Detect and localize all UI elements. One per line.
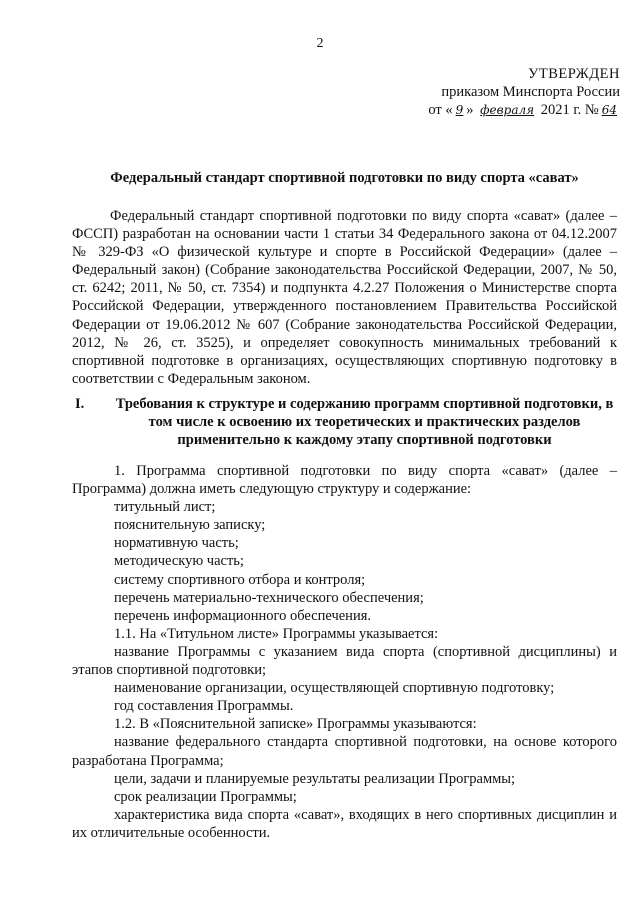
handwritten-month: февраля — [480, 103, 535, 117]
list-item: 1.2. В «Пояснительной записке» Программы указываются: — [114, 716, 477, 733]
approval-block — [350, 65, 620, 119]
approval-date-line — [350, 101, 620, 119]
document-title: Федеральный стандарт спортивной подготовки по виду спорта «сават» — [110, 170, 579, 186]
page-number: 2 — [316, 36, 324, 51]
approval-title: УТВЕРЖДЕН — [528, 66, 620, 82]
list-item: перечень информационного обеспечения. — [114, 607, 371, 624]
approval-order: приказом Минспорта России — [441, 84, 620, 100]
list-item: год составления Программы. — [114, 698, 294, 715]
list-item: титульный лист; — [114, 499, 216, 516]
list-item: 1.1. На «Титульном листе» Программы указывается: — [114, 625, 439, 642]
section-heading — [72, 395, 617, 449]
handwritten-day: 9 — [455, 103, 464, 117]
list-item: наименование организации, осуществляющей спортивную подготовку; — [114, 680, 555, 697]
date-mid: » — [466, 102, 474, 118]
section-title: Требования к структуре и содержанию программ спортивной подготовки, в том числе к освоению их теоретических и практических разделов применительно к каждому этапу спортивной подготовки — [115, 396, 614, 448]
list-item: характеристика вида спорта «сават», входящих в него спортивных дисциплин и их отличительные особенности. — [72, 806, 617, 841]
list-item: методическую часть; — [114, 553, 244, 570]
list-item: срок реализации Программы; — [114, 788, 297, 805]
list-item: пояснительную записку; — [114, 517, 266, 534]
date-prefix: от « — [428, 102, 453, 118]
list-item: перечень материально-технического обеспечения; — [114, 589, 424, 606]
date-year: 2021 г. № — [540, 102, 599, 118]
list-item: название федерального стандарта спортивной подготовки, на основе которого разработана Программа; — [72, 734, 617, 769]
list-item: 1. Программа спортивной подготовки по виду спорта «сават» (далее – Программа) должна иметь следующую структуру и содержание: — [72, 463, 617, 498]
list-item: цели, задачи и планируемые результаты реализации Программы; — [114, 770, 516, 787]
intro-paragraph: Федеральный стандарт спортивной подготовки по виду спорта «сават» (далее – ФССП) разработан на основании части 1 статьи 34 Федерального закона от 04.12.2007 № 329-ФЗ «О физической культуре и спорте в Российской Федерации» (далее – Федеральный закон) (Собрание законодательства Российской Федерации, 2007, № 50, ст. 6242; 2011, № 50, ст. 7354) и подпункта 4.2.27 Положения о Министерстве спорта Российской Федерации, утвержденного постановлением Правительства Российской Федерации от 19.06.2012 № 607 (Собрание законодательства Российской Федерации, 2012, № 26, ст. 3525), и определяет совокупность минимальных требований к спортивной подготовке в организациях, осуществляющих спортивную подготовку в соответствии с Федеральным законом. — [72, 208, 617, 387]
section-number: I. — [75, 396, 85, 412]
handwritten-number: 64 — [601, 103, 617, 117]
list-item: нормативную часть; — [114, 535, 239, 552]
list-item: систему спортивного отбора и контроля; — [114, 571, 366, 588]
intro-section — [72, 207, 617, 388]
list-item: название Программы с указанием вида спорта (спортивной дисциплины) и этапов спортивной подготовки; — [72, 643, 617, 679]
requirements-list — [72, 462, 617, 842]
